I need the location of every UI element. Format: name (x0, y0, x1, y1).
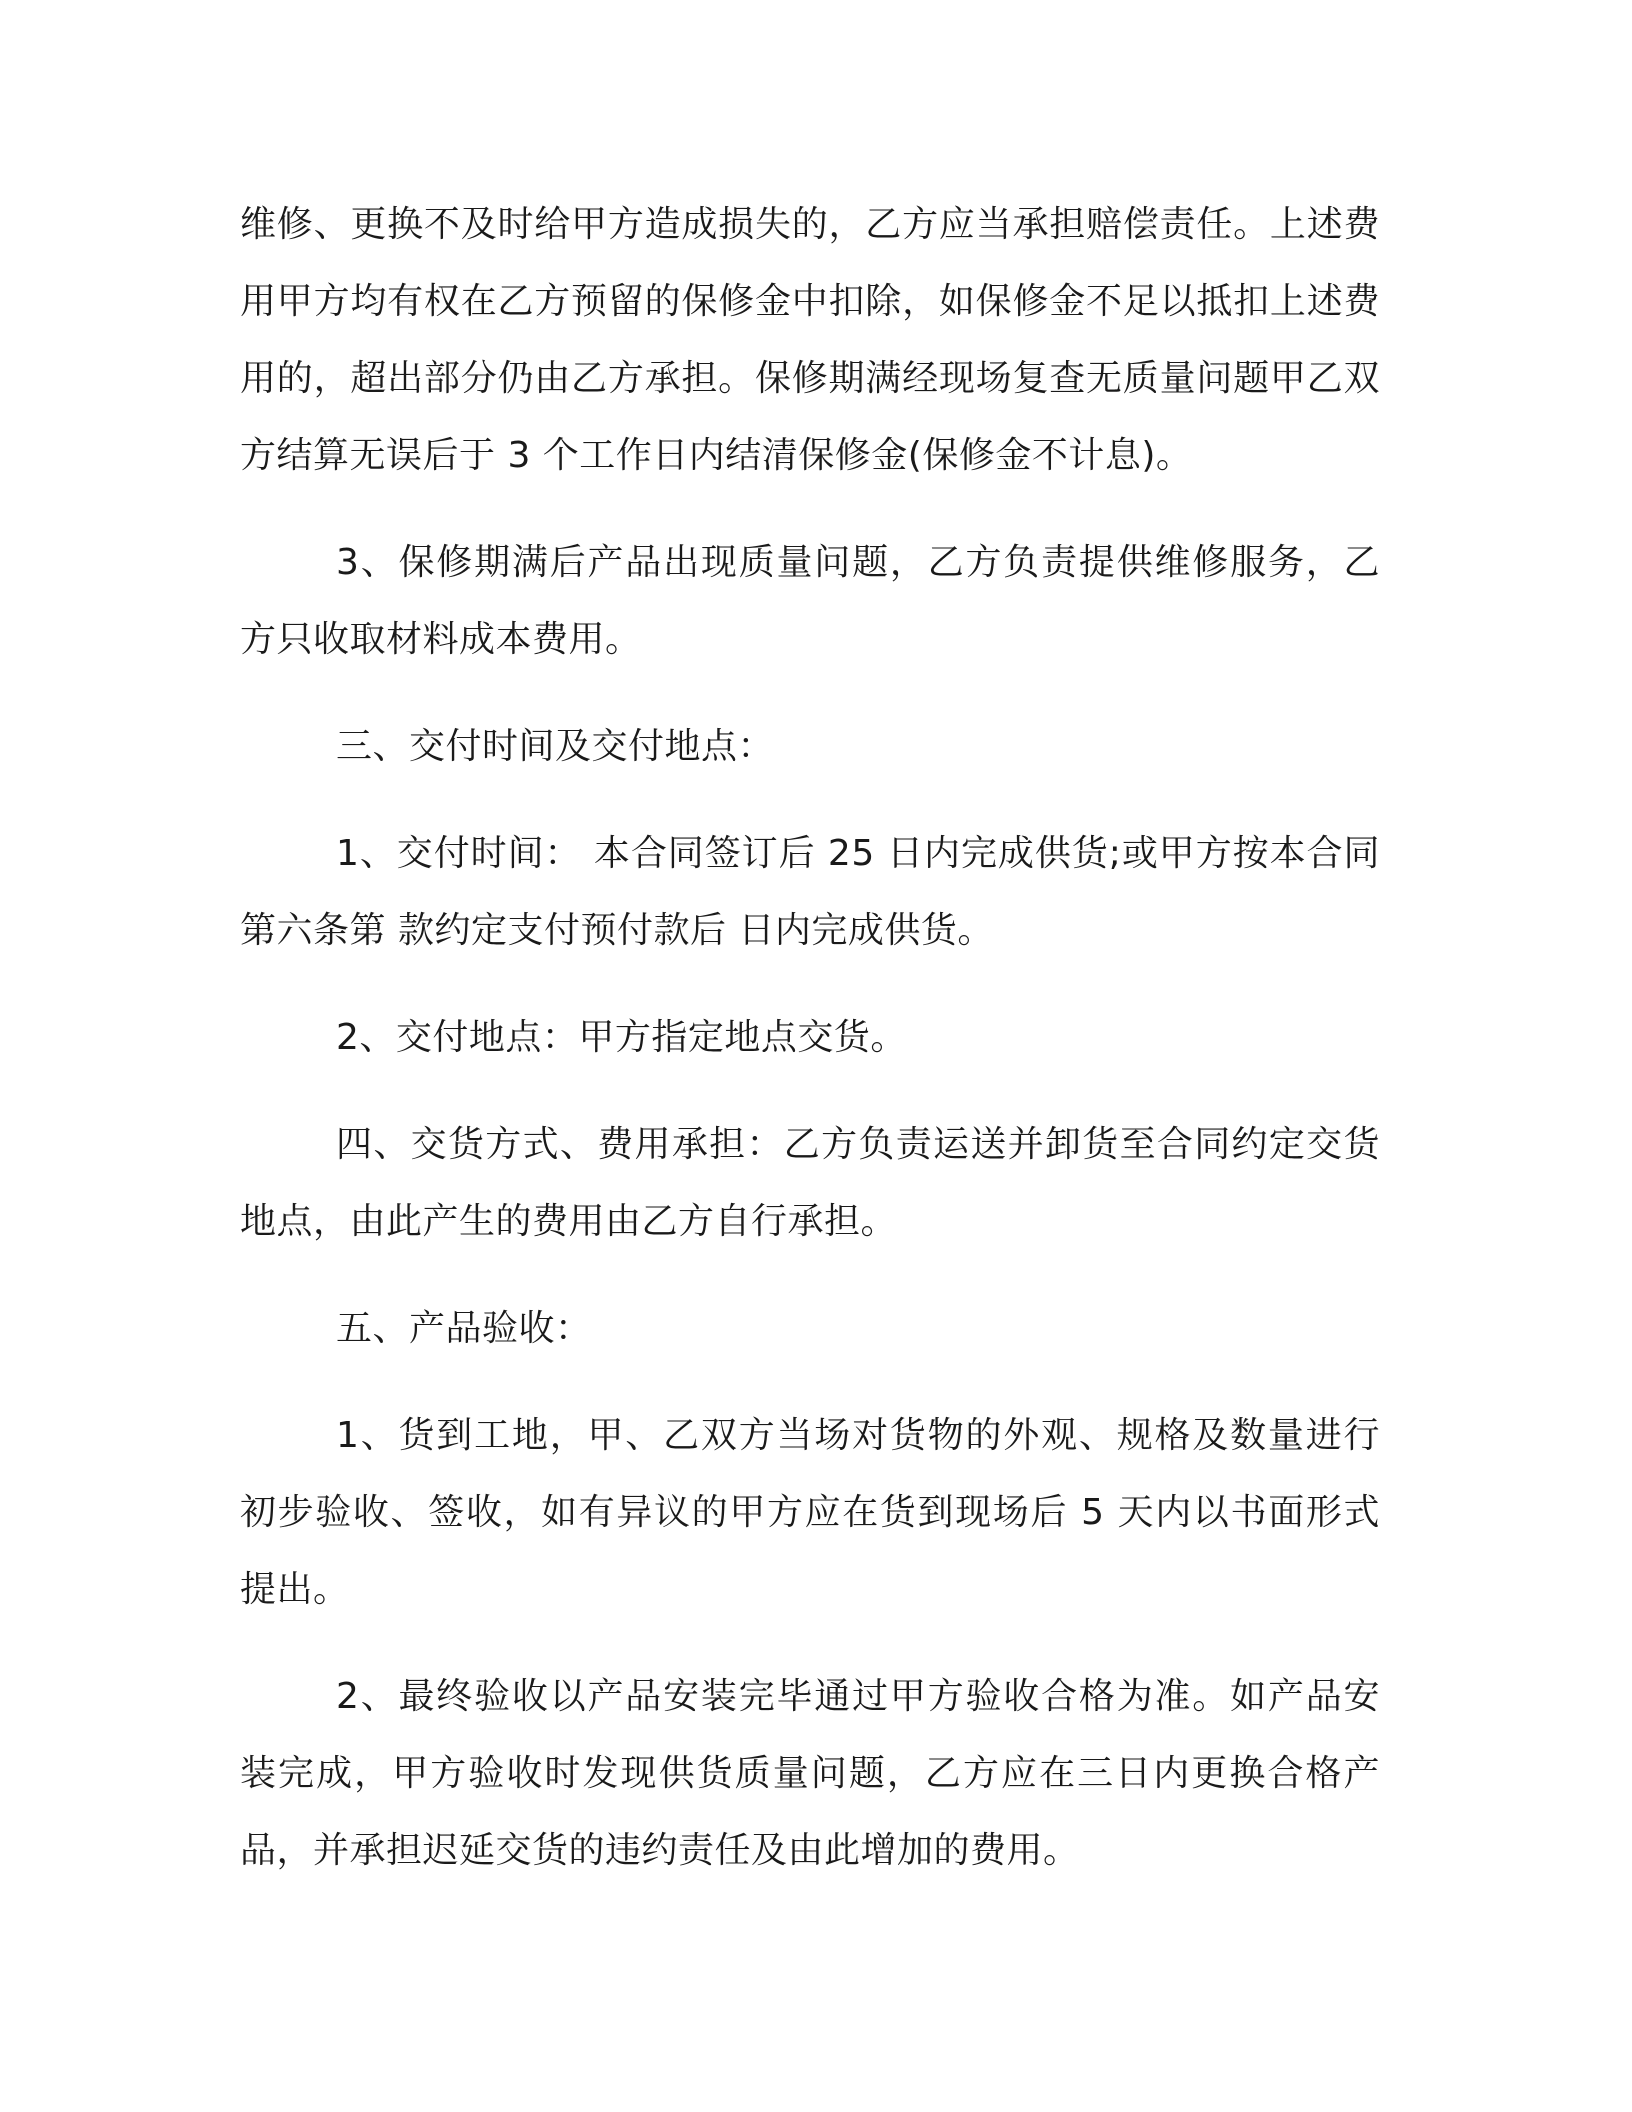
section-heading-delivery-time-place: 三、交付时间及交付地点： (336, 726, 775, 767)
section-heading-delivery-method-cost: 四、交货方式、费用承担：乙方负责运送并卸货至合同约定交货地点，由此产生的费用由乙方自行承担。 (240, 1124, 1380, 1242)
document-body (240, 186, 1380, 1919)
paragraph-post-warranty-service: 3、保修期满后产品出现质量问题，乙方负责提供维修服务，乙方只收取材料成本费用。 (240, 542, 1380, 660)
paragraph-initial-acceptance: 1、货到工地，甲、乙双方当场对货物的外观、规格及数量进行初步验收、签收，如有异议的甲方应在货到现场后 5 天内以书面形式提出。 (240, 1415, 1380, 1610)
paragraph-delivery-place: 2、交付地点：甲方指定地点交货。 (336, 1017, 907, 1058)
paragraph-final-acceptance: 2、最终验收以产品安装完毕通过甲方验收合格为准。如产品安装完成，甲方验收时发现供货质量问题，乙方应在三日内更换合格产品，并承担迟延交货的违约责任及由此增加的费用。 (240, 1676, 1380, 1871)
paragraph-warranty-deduction: 维修、更换不及时给甲方造成损失的，乙方应当承担赔偿责任。上述费用甲方均有权在乙方预留的保修金中扣除，如保修金不足以抵扣上述费用的，超出部分仍由乙方承担。保修期满经现场复查无质量问题甲乙双方结算无误后于 3 个工作日内结清保修金(保修金不计息)。 (240, 204, 1380, 476)
section-heading-product-acceptance: 五、产品验收： (336, 1308, 592, 1349)
paragraph-delivery-time: 1、交付时间： 本合同签订后 25 日内完成供货;或甲方按本合同第六条第 款约定支付预付款后 日内完成供货。 (240, 833, 1380, 951)
